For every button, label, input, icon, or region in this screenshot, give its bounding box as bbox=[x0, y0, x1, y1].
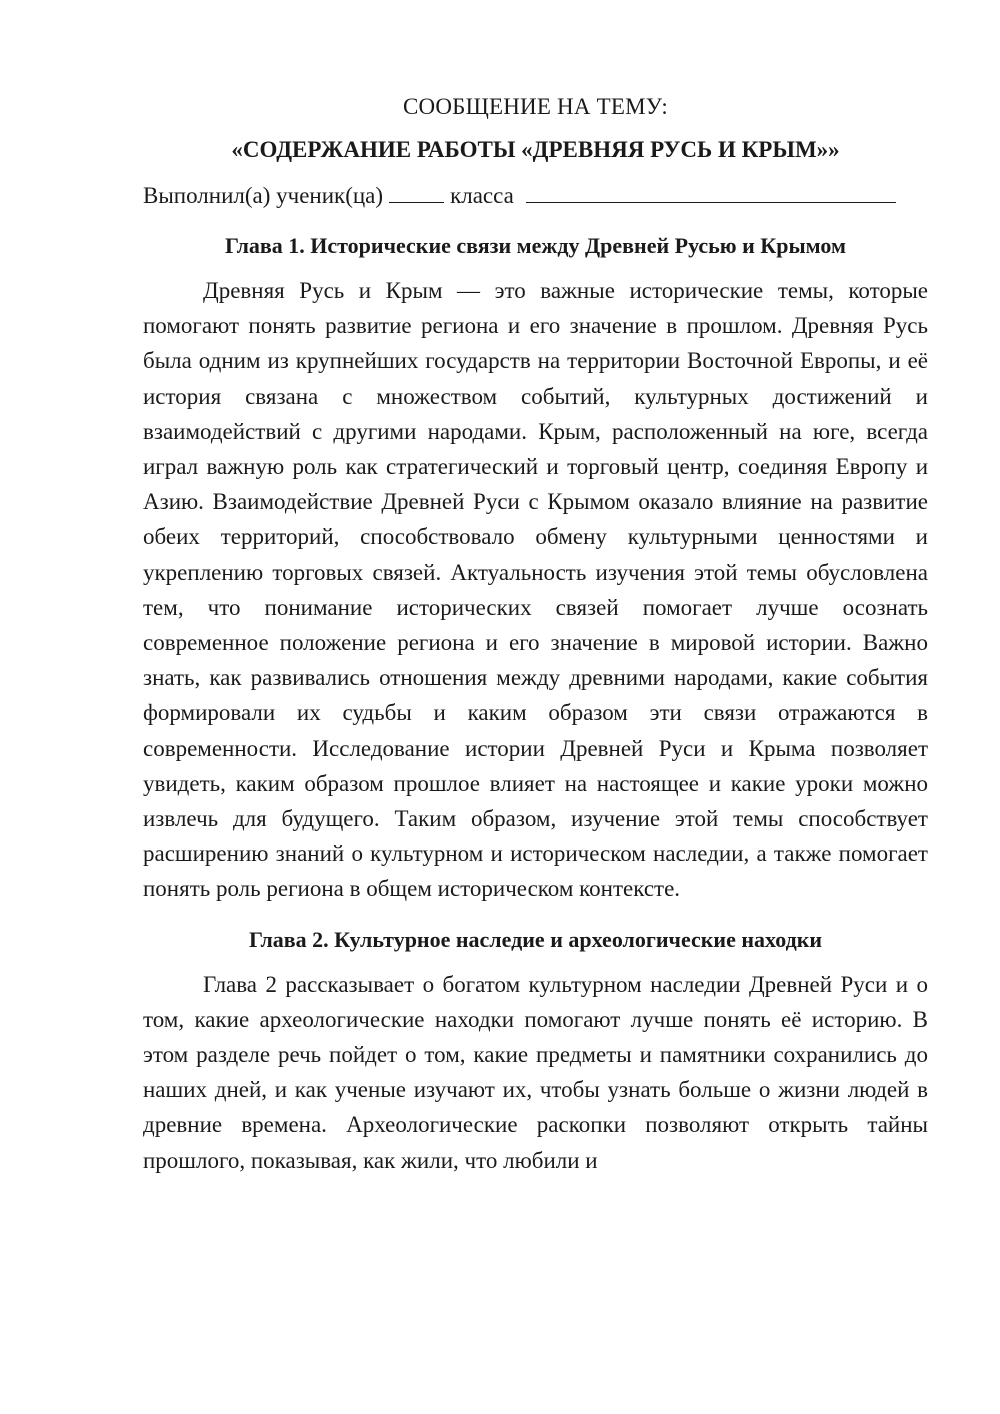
document-title: «СОДЕРЖАНИЕ РАБОТЫ «ДРЕВНЯЯ РУСЬ И КРЫМ»» bbox=[231, 137, 840, 162]
student-name-blank bbox=[526, 184, 896, 203]
chapter-1-heading: Глава 1. Исторические связи между Древней Русью и Крымом bbox=[225, 233, 846, 258]
document-page bbox=[143, 92, 928, 1178]
subject-line: СООБЩЕНИЕ НА ТЕМУ: bbox=[403, 94, 668, 119]
chapter-1-paragraph: Древняя Русь и Крым — это важные исторические темы, которые помогают понять развитие региона и его значение в прошлом. Древняя Русь была одним из крупнейших государств на территории Восточной Европы, и её история связана с множеством событий, культурных достижений и взаимодействий с другими народами. Крым, расположенный на юге, всегда играл важную роль как стратегический и торговый центр, соединяя Европу и Азию. Взаимодействие Древней Руси с Крымом оказало влияние на развитие обеих территорий, способствовало обмену культурными ценностями и укреплению торговых связей. Актуальность изучения этой темы обусловлена тем, что понимание исторических связей помогает лучше осознать современное положение региона и его значение в мировой истории. Важно знать, как развивались отношения между древними народами, какие события формировали их судьбы и каким образом эти связи отражаются в современности. Исследование истории Древней Руси и Крыма позволяет увидеть, каким образом прошлое влияет на настоящее и какие уроки можно извлечь для будущего. Таким образом, изучение этой темы способствует расширению знаний о культурном и историческом наследии, а также помогает понять роль региона в общем историческом контексте. bbox=[143, 278, 928, 902]
chapter-2-paragraph: Глава 2 рассказывает о богатом культурном наследии Древней Руси и о том, какие археологические находки помогают лучше понять её историю. В этом разделе речь пойдет о том, какие предметы и памятники сохранились до наших дней, и как ученые изучают их, чтобы узнать больше о жизни людей в древние времена. Археологические раскопки позволяют открыть тайны прошлого, показывая, как жили, что любили и bbox=[143, 971, 928, 1173]
author-line-prefix: Выполнил(а) ученик(ца) bbox=[143, 183, 384, 208]
author-line bbox=[143, 181, 928, 211]
chapter-2-heading: Глава 2. Культурное наследие и археологические находки bbox=[248, 926, 823, 952]
class-number-blank bbox=[389, 184, 444, 203]
author-line-class-label: класса bbox=[450, 183, 514, 208]
